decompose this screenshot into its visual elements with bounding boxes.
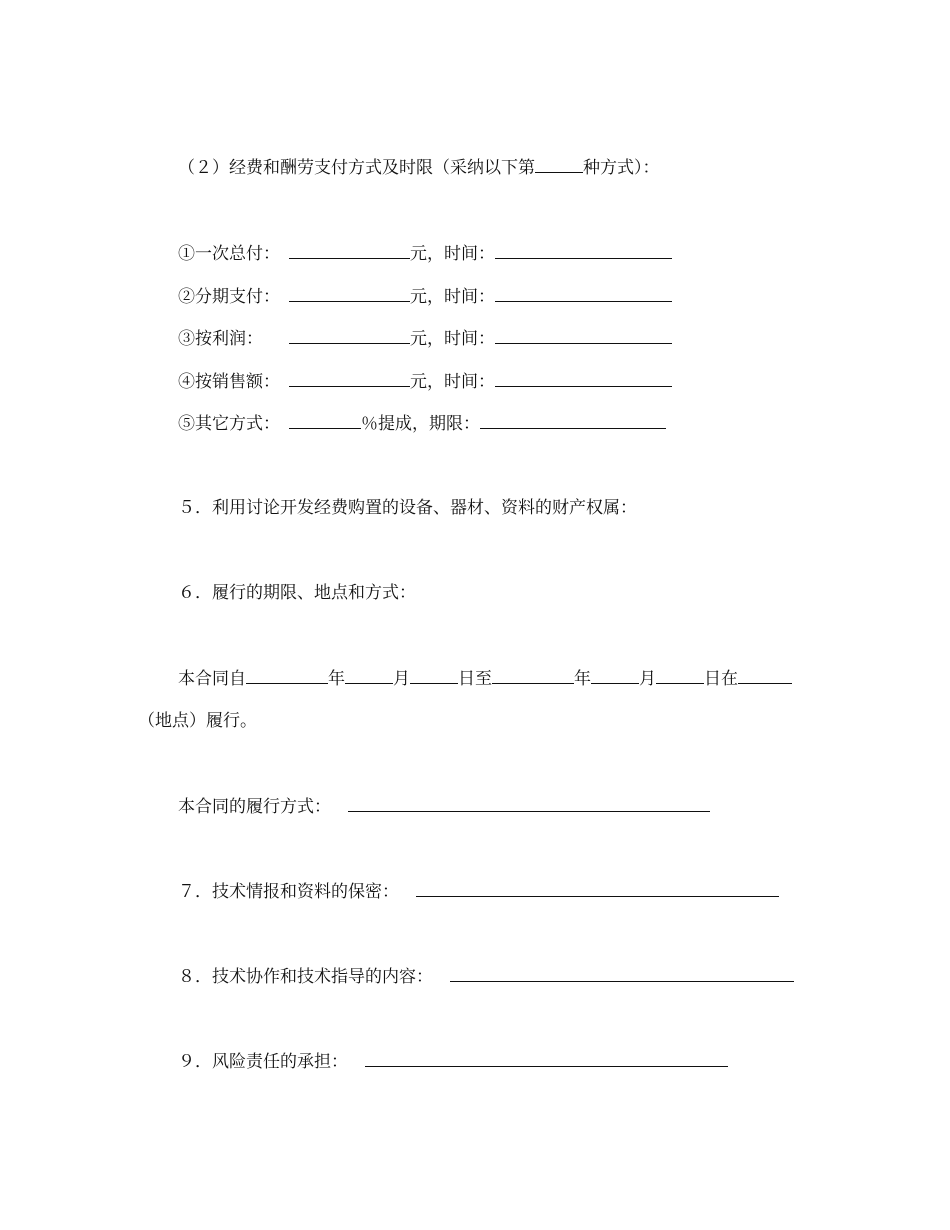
payment-item-label: ②分期支付： [178, 287, 280, 307]
time-blank[interactable] [495, 327, 672, 344]
section-9-label: ９．风险责任的承担： [178, 1052, 348, 1072]
end-month-blank[interactable] [591, 667, 639, 684]
payment-item-lump-sum [178, 242, 672, 265]
payment-item-other [178, 412, 666, 435]
payment-item-label: ⑤其它方式： [178, 414, 280, 434]
risk-blank[interactable] [365, 1050, 728, 1067]
section-5: ５．利用讨论开发经费购置的设备、器材、资料的财产权属： [178, 498, 637, 518]
confidentiality-blank[interactable] [416, 880, 779, 897]
year-label: 年 [328, 669, 345, 689]
payment-item-unit: ％提成，期限： [361, 414, 480, 434]
term-location: （地点）履行。 [138, 711, 257, 731]
payment-item-unit: 元，时间： [410, 244, 495, 264]
time-blank[interactable] [495, 242, 672, 259]
percent-blank[interactable] [289, 412, 361, 429]
amount-blank[interactable] [289, 285, 410, 302]
payment-item-unit: 元，时间： [410, 329, 495, 349]
year-label: 年 [574, 669, 591, 689]
section-7 [178, 880, 779, 903]
payment-item-profit [178, 327, 672, 350]
payment-item-unit: 元，时间： [410, 372, 495, 392]
end-year-blank[interactable] [492, 667, 574, 684]
month-label: 月 [639, 669, 656, 689]
time-blank[interactable] [495, 285, 672, 302]
performance-method [178, 795, 710, 818]
performance-method-blank[interactable] [348, 795, 710, 812]
amount-blank[interactable] [289, 327, 410, 344]
payment-item-label: ①一次总付： [178, 244, 280, 264]
section-8 [178, 965, 794, 988]
payment-header [178, 156, 660, 179]
month-label: 月 [393, 669, 410, 689]
cooperation-blank[interactable] [450, 965, 794, 982]
payment-item-unit: 元，时间： [410, 287, 495, 307]
start-year-blank[interactable] [246, 667, 328, 684]
amount-blank[interactable] [289, 242, 410, 259]
performance-method-label: 本合同的履行方式： [178, 797, 331, 817]
start-month-blank[interactable] [345, 667, 393, 684]
time-blank[interactable] [495, 370, 672, 387]
end-day-blank[interactable] [656, 667, 704, 684]
payment-header-suffix: 种方式）： [583, 158, 660, 178]
term-line [178, 667, 792, 690]
start-day-blank[interactable] [410, 667, 458, 684]
payment-item-label: ③按利润： [178, 329, 263, 349]
method-number-blank[interactable] [535, 156, 583, 173]
section-6: ６．履行的期限、地点和方式： [178, 583, 416, 603]
section-7-label: ７．技术情报和资料的保密： [178, 882, 399, 902]
payment-item-installment [178, 285, 672, 308]
payment-item-label: ④按销售额： [178, 372, 280, 392]
day-to-label: 日至 [458, 669, 492, 689]
payment-header-prefix: （２）经费和酬劳支付方式及时限（采纳以下第 [178, 158, 535, 178]
amount-blank[interactable] [289, 370, 410, 387]
term-prefix: 本合同自 [178, 669, 246, 689]
section-8-label: ８．技术协作和技术指导的内容： [178, 967, 433, 987]
deadline-blank[interactable] [480, 412, 666, 429]
section-9 [178, 1050, 728, 1073]
location-blank[interactable] [738, 667, 792, 684]
day-at-label: 日在 [704, 669, 738, 689]
payment-item-sales [178, 370, 672, 393]
